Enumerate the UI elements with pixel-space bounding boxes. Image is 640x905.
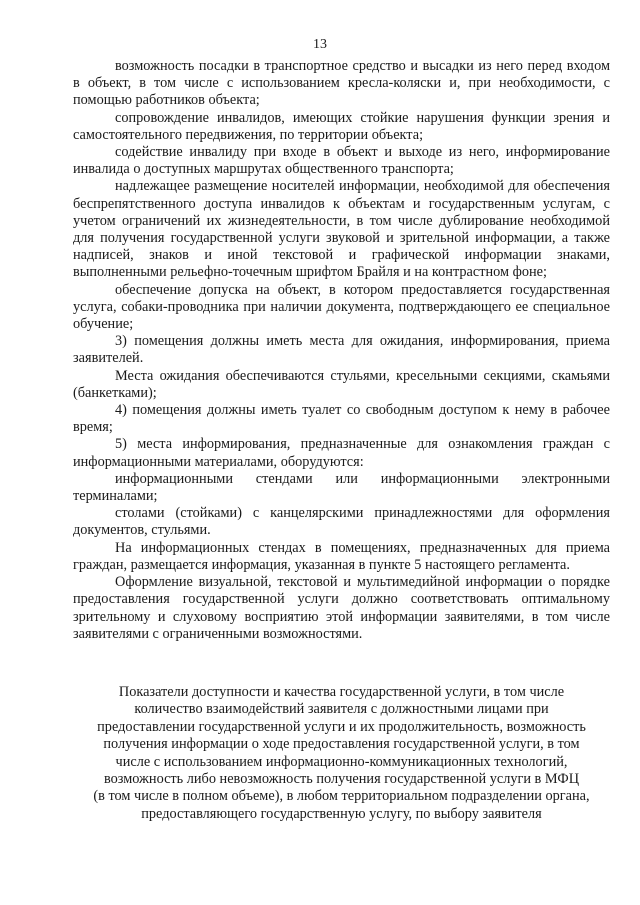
heading-line: получения информации о ходе предоставления государственной услуги, в том: [103, 736, 580, 753]
paragraph: содействие инвалиду при входе в объект и выходе из него, информирование инвалида о доступных маршрутах общественного транспорта;: [73, 144, 610, 178]
heading-line: возможность либо невозможность получения государственной услуги в МФЦ: [103, 771, 580, 788]
paragraph: 4) помещения должны иметь туалет со свободным доступом к нему в рабочее время;: [73, 402, 610, 436]
paragraph: 5) места информирования, предназначенные для ознакомления граждан с информационными материалами, оборудуются:: [73, 436, 610, 470]
paragraph: 3) помещения должны иметь места для ожидания, информирования, приема заявителей.: [73, 333, 610, 367]
heading-line: предоставлении государственной услуги и их продолжительность, возможность: [97, 718, 586, 735]
paragraph: информационными стендами или информационными электронными терминалами;: [73, 470, 610, 505]
paragraph: На информационных стендах в помещениях, предназначенных для приема граждан, размещается информация, указанная в пункте 5 настоящего регламента.: [73, 539, 610, 573]
page-number: 13: [313, 37, 327, 52]
section-heading: [73, 684, 610, 823]
paragraph: возможность посадки в транспортное средство и высадки из него перед входом в объект, в том числе с использованием кресла-коляски и, при необходимости, с помощью работников объекта;: [73, 58, 610, 109]
heading-line: количество взаимодействий заявителя с должностными лицами при: [134, 701, 549, 718]
heading-line: Показатели доступности и качества государственной услуги, в том числе: [118, 684, 565, 700]
paragraph: надлежащее размещение носителей информации, необходимой для обеспечения беспрепятственного доступа инвалидов к объектам и государственным услугам, с учетом ограничений их жизнедеятельности, в том числе дублирование необходимой для получения государственной услуги звуковой и зрительной информации, а также надписей, знаков и иной текстовой и графической информации знаками, выполненными рельефно-точечным шрифтом Брайля и на контрастном фоне;: [73, 178, 610, 281]
heading-line: (в том числе в полном объеме), в любом территориальном подразделении органа,: [93, 788, 590, 805]
heading-line: предоставляющего государственную услугу, по выбору заявителя: [141, 805, 542, 822]
paragraph: Места ожидания обеспечиваются стульями, кресельными секциями, скамьями (банкетками);: [73, 367, 610, 401]
body-text: [73, 58, 610, 643]
paragraph: Оформление визуальной, текстовой и мультимедийной информации о порядке предоставления государственной услуги должно соответствовать оптимальному зрительному и слуховому восприятию этой информации заявителями, в том числе заявителями с ограниченными возможностями.: [73, 574, 610, 642]
paragraph: столами (стойками) с канцелярскими принадлежностями для оформления документов, стульями.: [73, 505, 610, 539]
paragraph: сопровождение инвалидов, имеющих стойкие нарушения функции зрения и самостоятельного передвижения, по территории объекта;: [73, 109, 610, 143]
heading-line: числе с использованием информационно-коммуникационных технологий,: [115, 753, 568, 770]
paragraph: обеспечение допуска на объект, в котором предоставляется государственная услуга, собаки-проводника при наличии документа, подтверждающего ее специальное обучение;: [73, 281, 610, 333]
